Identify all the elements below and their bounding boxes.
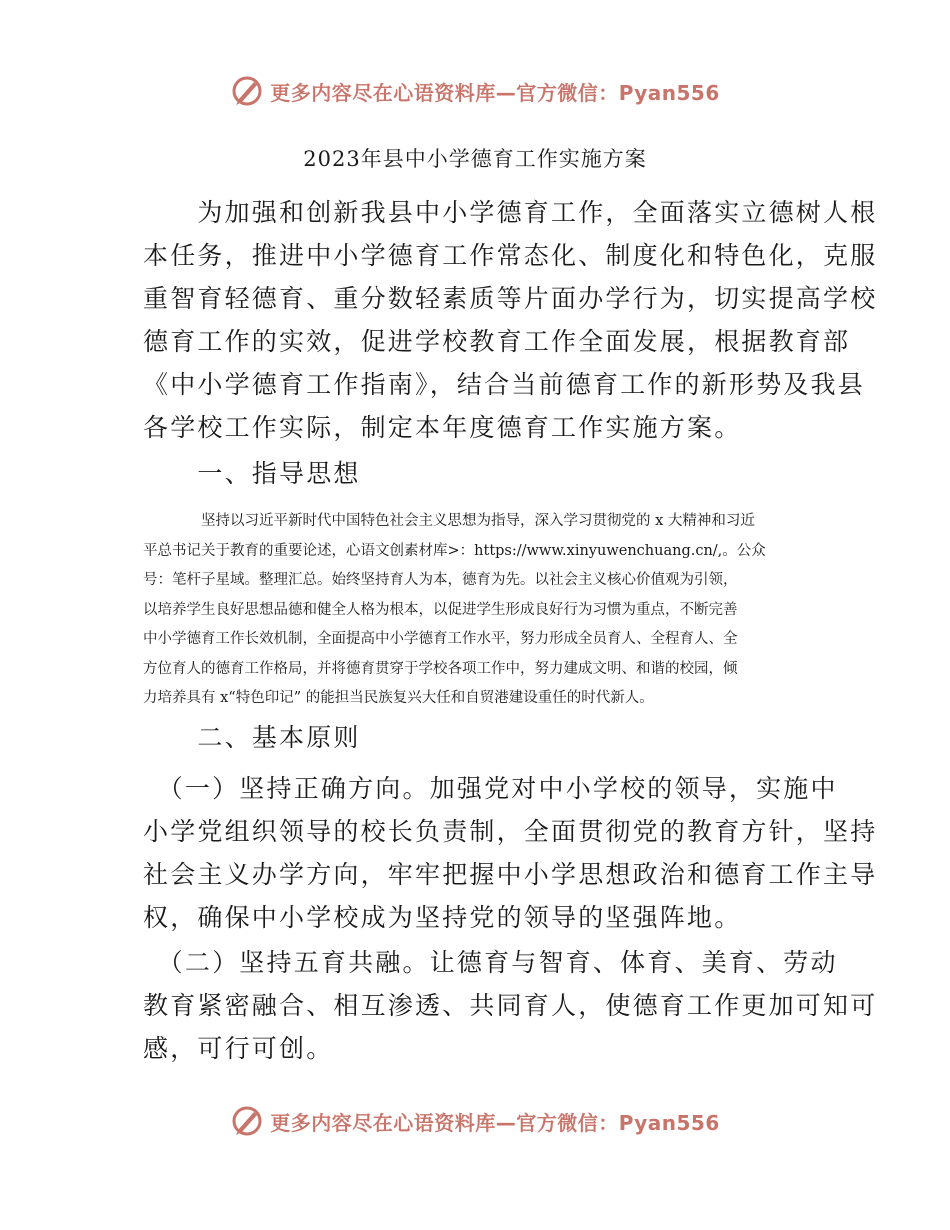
principle1-paragraph xyxy=(143,767,878,939)
section2-heading: 二、基本原则 xyxy=(143,723,361,752)
logo-icon xyxy=(230,1104,264,1138)
section1-heading: 一、指导思想 xyxy=(143,459,361,488)
document-title: 2023年县中小学德育工作实施方案 xyxy=(303,147,647,171)
logo-icon xyxy=(230,74,264,108)
intro-line: 德育工作的实效，促进学校教育工作全面发展，根据教育部 xyxy=(143,327,851,356)
intro-line: 《中小学德育工作指南》，结合当前德育工作的新形势及我县 xyxy=(143,370,865,399)
principle2-paragraph xyxy=(143,941,878,1070)
footer-banner-inner xyxy=(230,1104,720,1138)
intro-line: 重智育轻德育、重分数轻素质等片面办学行为，切实提高学校 xyxy=(143,284,878,313)
section1-line: 坚持以习近平新时代中国特色社会主义思想为指导，深入学习贯彻党的 x 大精神和习近 xyxy=(143,513,755,529)
header-banner-inner xyxy=(230,74,720,108)
footer-banner xyxy=(0,1099,950,1143)
principle2-line: （二）坚持五育共融。让德育与智育、体育、美育、劳动 xyxy=(143,948,838,977)
intro-line: 各学校工作实际，制定本年度德育工作实施方案。 xyxy=(143,413,742,442)
footer-banner-text: 更多内容尽在心语资料库—官方微信：Pyan556 xyxy=(270,1110,720,1135)
section1-line: 力培养具有 x“特色印记” 的能担当民族复兴大任和自贸港建设重任的时代新人。 xyxy=(143,690,654,706)
section1-paragraph xyxy=(143,507,818,714)
section1-line: 号：笔杆子星域。整理汇总。始终坚持育人为本，德育为先。以社会主义核心价值观为引领， xyxy=(143,572,738,588)
principle2-line: 教育紧密融合、相互渗透、共同育人，使德育工作更加可知可 xyxy=(143,991,878,1020)
section1-line: 以培养学生良好思想品德和健全人格为根本，以促进学生形成良好行为习惯为重点，不断完善 xyxy=(143,601,738,618)
section1-line: 平总书记关于教育的重要论述，心语文创素材库>：https://www.xinyuwenchuang.cn/,。公众 xyxy=(143,542,766,559)
intro-line: 为加强和创新我县中小学德育工作，全面落实立德树人根 xyxy=(143,198,878,227)
section1-line: 中小学德育工作长效机制，全面提高中小学德育工作水平，努力形成全员育人、全程育人、全 xyxy=(143,631,738,647)
section1-line: 方位育人的德育工作格局，并将德育贯穿于学校各项工作中，努力建成文明、和谐的校园，倾 xyxy=(143,660,738,677)
principle1-line: （一）坚持正确方向。加强党对中小学校的领导，实施中 xyxy=(143,774,838,803)
intro-paragraph xyxy=(143,191,878,449)
principle1-line: 社会主义办学方向，牢牢把握中小学思想政治和德育工作主导 xyxy=(143,860,878,889)
intro-line: 本任务，推进中小学德育工作常态化、制度化和特色化，克服 xyxy=(143,241,878,270)
header-banner xyxy=(0,69,950,113)
principle1-line: 小学党组织领导的校长负责制，全面贯彻党的教育方针，坚持 xyxy=(143,817,878,846)
principle2-line: 感，可行可创。 xyxy=(143,1034,334,1063)
principle1-line: 权，确保中小学校成为坚持党的领导的坚强阵地。 xyxy=(143,903,742,932)
header-banner-text: 更多内容尽在心语资料库—官方微信：Pyan556 xyxy=(270,80,720,105)
